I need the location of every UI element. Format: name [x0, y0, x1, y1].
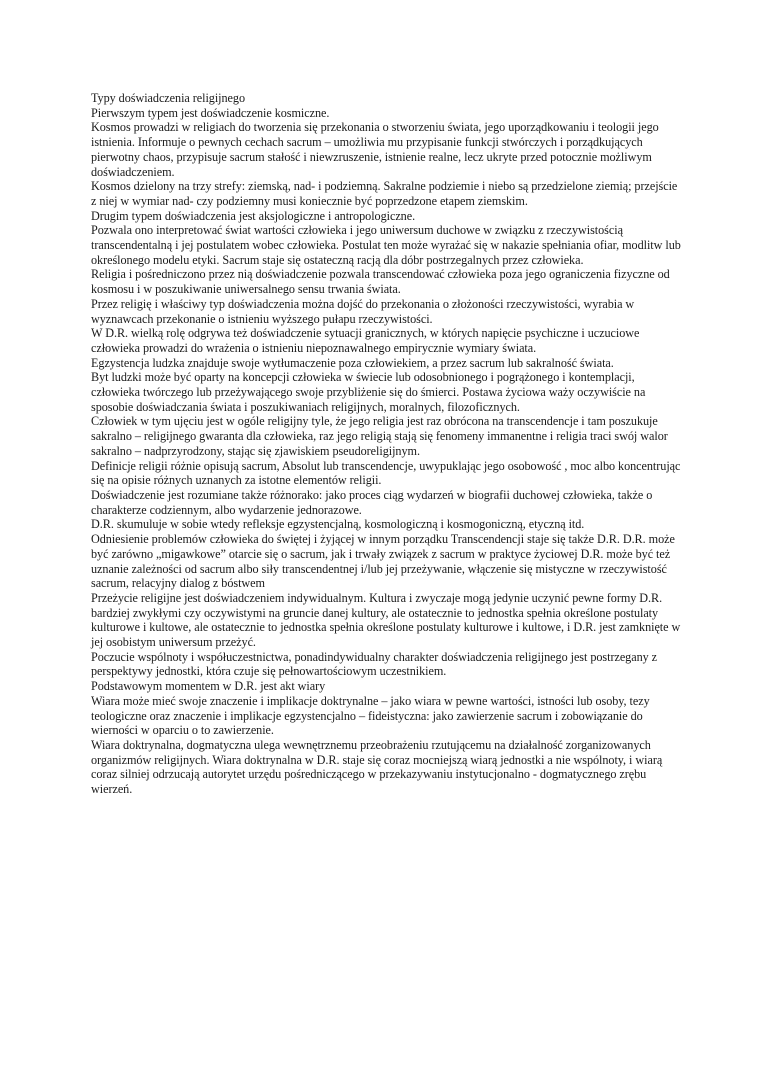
- paragraph: Człowiek w tym ujęciu jest w ogóle religijny tyle, że jego religia jest raz obrócona na transcendencje i tam poszukuje sakralno – religijnego gwaranta dla człowieka, raz jego religią stają się fenomeny immanentne i religia traci swój walor sakralno – nadprzyrodzony, stając się zjawiskiem pseudoreligijnym.: [91, 414, 668, 458]
- paragraph: Wiara doktrynalna, dogmatyczna ulega wewnętrznemu przeobrażeniu rzutującemu na działalność zorganizowanych organizmów religijnych. Wiara doktrynalna w D.R. staje się coraz mocniejszą wiarą jednostki a nie wspólnoty, i wiarą coraz silniej odrzucają autorytet urzędu pośredniczącego w przekazywaniu instytucjonalno - dogmatycznego zrębu wierzeń.: [91, 737, 663, 797]
- paragraph: Podstawowym momentem w D.R. jest akt wiary: [91, 679, 326, 694]
- document-title: Typy doświadczenia religijnego: [91, 91, 246, 105]
- paragraph: Odniesienie problemów człowieka do świętej i żyjącej w innym porządku Transcendencji staje się także D.R. D.R. może być zarówno „migawkowe” otarcie się o sacrum, jak i trwały związek z sacrum w praktyce życiowej D.R. może być też uznanie zależności od sacrum albo siły transcendentnej i/lub jej przeżywanie, włączenie się mistyczne w rzeczywistość sacrum, relacyjny dialog z bóstwem: [91, 532, 675, 591]
- paragraph: Doświadczenie jest rozumiane także różnorako: jako proces ciąg wydarzeń w biografii duchowej człowieka, także o charakterze codziennym, albo wydarzenie jednorazowe.: [91, 487, 653, 517]
- paragraph: Poczucie wspólnoty i współuczestnictwa, ponadindywidualny charakter doświadczenia religijnego jest postrzegany z perspektywy jednostki, która czuje się pełnowartościowym uczestnikiem.: [91, 649, 658, 679]
- paragraph: Przez religię i właściwy typ doświadczenia można dojść do przekonania o złożoności rzeczywistości, wyrabia w wyznawcach przekonanie o istnieniu wyższego pułapu rzeczywistości.: [91, 296, 635, 326]
- paragraph: Drugim typem doświadczenia jest aksjologiczne i antropologiczne.: [91, 208, 416, 223]
- paragraph: D.R. skumuluje w sobie wtedy refleksje egzystencjalną, kosmologiczną i kosmogoniczną, etyczną itd.: [91, 517, 585, 532]
- paragraph: Egzystencja ludzka znajduje swoje wytłumaczenie poza człowiekiem, a przez sacrum lub sakralność świata.: [91, 355, 614, 370]
- paragraph: Kosmos prowadzi w religiach do tworzenia się przekonania o stworzeniu świata, jego uporządkowaniu i teologii jego istnienia. Informuje o pewnych cechach sacrum – umożliwia mu przypisanie funkcji stwórczych i porządkujących pierwotny chaos, przypisuje sacrum stałość i niewzruszenie, istnienie realne, lecz ukryte przed potocznie możliwym doświadczeniem.: [91, 120, 659, 179]
- document-page: [91, 91, 681, 797]
- paragraph: Religia i pośredniczono przez nią doświadczenie pozwala transcendować człowieka poza jego ograniczenia fizyczne od kosmosu i w poszukiwanie uniwersalnego sensu trwania świata.: [91, 267, 670, 297]
- paragraph: W D.R. wielką rolę odgrywa też doświadczenie sytuacji granicznych, w których napięcie psychiczne i uczuciowe człowieka prowadzi do wrażenia o istnieniu niepoznawalnego empirycznie wymiary świata.: [91, 326, 640, 355]
- paragraph: Definicje religii różnie opisują sacrum, Absolut lub transcendencje, uwypuklając jego osobowość , moc albo koncentrując się na opisie różnych uznanych za istotne elementów religii.: [91, 458, 681, 488]
- paragraph: Pierwszym typem jest doświadczenie kosmiczne.: [91, 105, 330, 120]
- paragraph: Wiara może mieć swoje znaczenie i implikacje doktrynalne – jako wiara w pewne wartości, istności lub osoby, tezy teologiczne oraz znaczenie i implikacje egzystencjalno – fideistyczna: jako zawierzenie sacrum i zobowiązanie do wierności w oparciu o to zawierzenie.: [91, 693, 650, 738]
- paragraph: Kosmos dzielony na trzy strefy: ziemską, nad- i podziemną. Sakralne podziemie i niebo są przedzielone ziemią; przejście z niej w wymiar nad- czy podziemny musi koniecznie być poprzedzone etapem ziemskim.: [91, 179, 678, 208]
- paragraph: Przeżycie religijne jest doświadczeniem indywidualnym. Kultura i zwyczaje mogą jedynie uczynić pewne formy D.R. bardziej zwykłymi czy oczywistymi na gruncie danej kultury, ale ostatecznie to jednostka spełnia określone postulaty kulturowe i kultowe, ale ostatecznie to jednostka spełnia określone postulaty kulturowe i kultowe, i D.R. jest zamknięte w jej osobistym uniwersum przeżyć.: [91, 590, 681, 650]
- paragraph: Byt ludzki może być oparty na koncepcji człowieka w świecie lub odosobnionego i pogrążonego i kontemplacji, człowieka twórczego lub przeżywającego swoje przybliżenie się do śmierci. Postawa życiowa waży oczywiście na sposobie doświadczania świata i poszukiwaniach religijnych, moralnych, filozoficznych.: [91, 370, 646, 414]
- paragraph: Pozwala ono interpretować świat wartości człowieka i jego uniwersum duchowe w związku z rzeczywistością transcendentalną i jej postulatem wobec człowieka. Postulat ten może wyrażać się w nakazie spełniania ofiar, modlitw lub określonego modelu etyki. Sacrum staje się ostateczną racją dla dóbr postrzegalnych przez człowieka.: [91, 223, 681, 267]
